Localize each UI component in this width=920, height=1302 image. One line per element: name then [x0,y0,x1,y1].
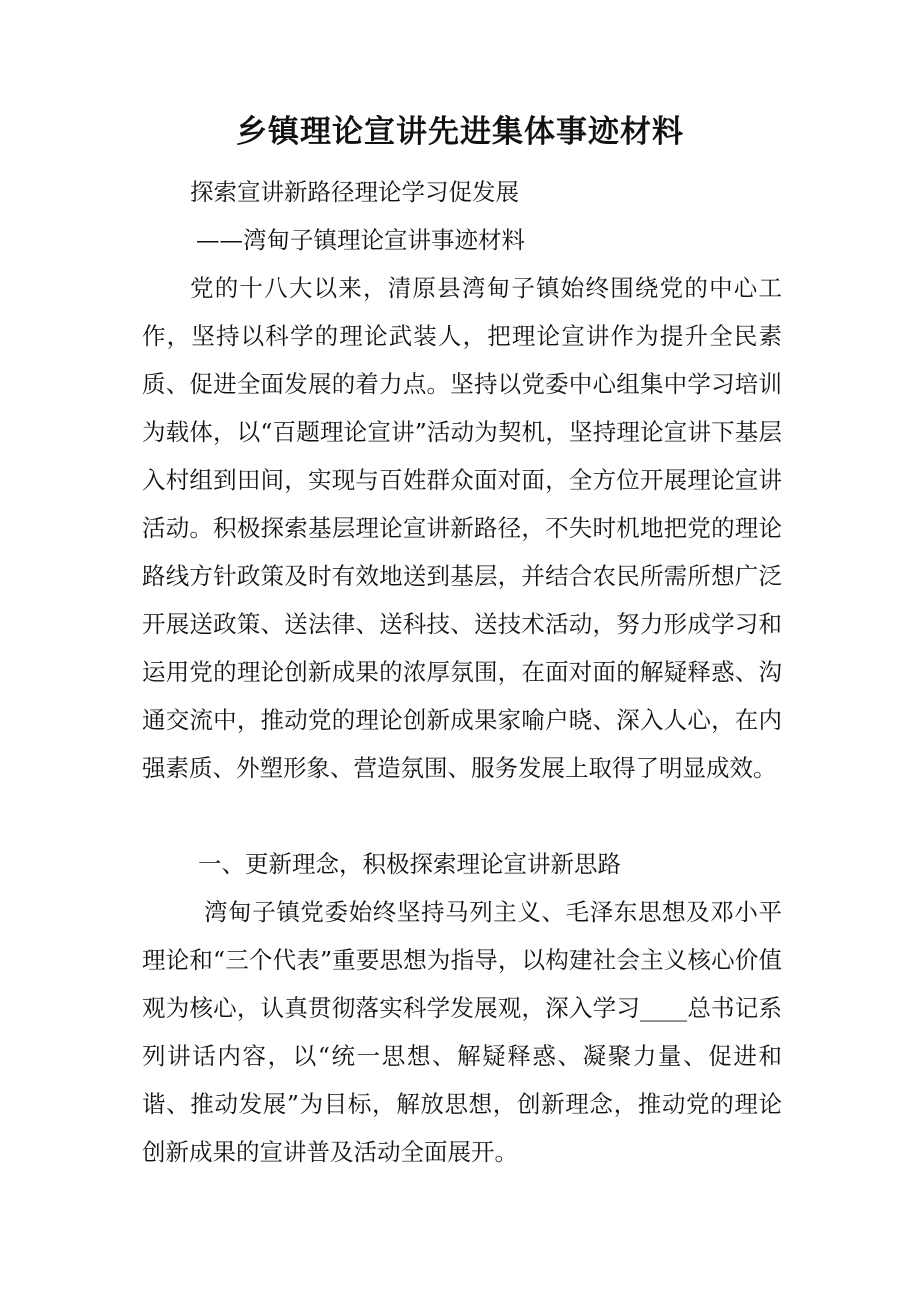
section-heading-1: 一、更新理念，积极探索理论宣讲新思路 [198,850,621,878]
document-title: 乡镇理论宣讲先进集体事迹材料 [236,114,684,150]
document-subtitle-sub: ——湾甸子镇理论宣讲事迹材料 [196,226,525,254]
document-subtitle: 探索宣讲新路径理论学习促发展 [190,178,519,206]
paragraph-section-1: 湾甸子镇党委始终坚持马列主义、毛泽东思想及邓小平理论和“三个代表”重要思想为指导，以构建社会主义核心价值观为核心，认真贯彻落实科学发展观，深入学习____总书记系列讲话内容，以“统一思想、解疑释惑、凝聚力量、促进和谐、推动发展”为目标，解放思想，创新理念，推动党的理论创新成果的宣讲普及活动全面展开。 [142,898,782,1166]
paragraph-intro: 党的十八大以来，清原县湾甸子镇始终围绕党的中心工作，坚持以科学的理论武装人，把理论宣讲作为提升全民素质、促进全面发展的着力点。坚持以党委中心组集中学习培训为载体，以“百题理论宣讲”活动为契机，坚持理论宣讲下基层入村组到田间，实现与百姓群众面对面，全方位开展理论宣讲活动。积极探索基层理论宣讲新路径，不失时机地把党的理论路线方针政策及时有效地送到基层，并结合农民所需所想广泛开展送政策、送法律、送科技、送技术活动，努力形成学习和运用党的理论创新成果的浓厚氛围，在面对面的解疑释惑、沟通交流中，推动党的理论创新成果家喻户晓、深入人心，在内强素质、外塑形象、营造氛围、服务发展上取得了明显成效。 [142,274,782,782]
